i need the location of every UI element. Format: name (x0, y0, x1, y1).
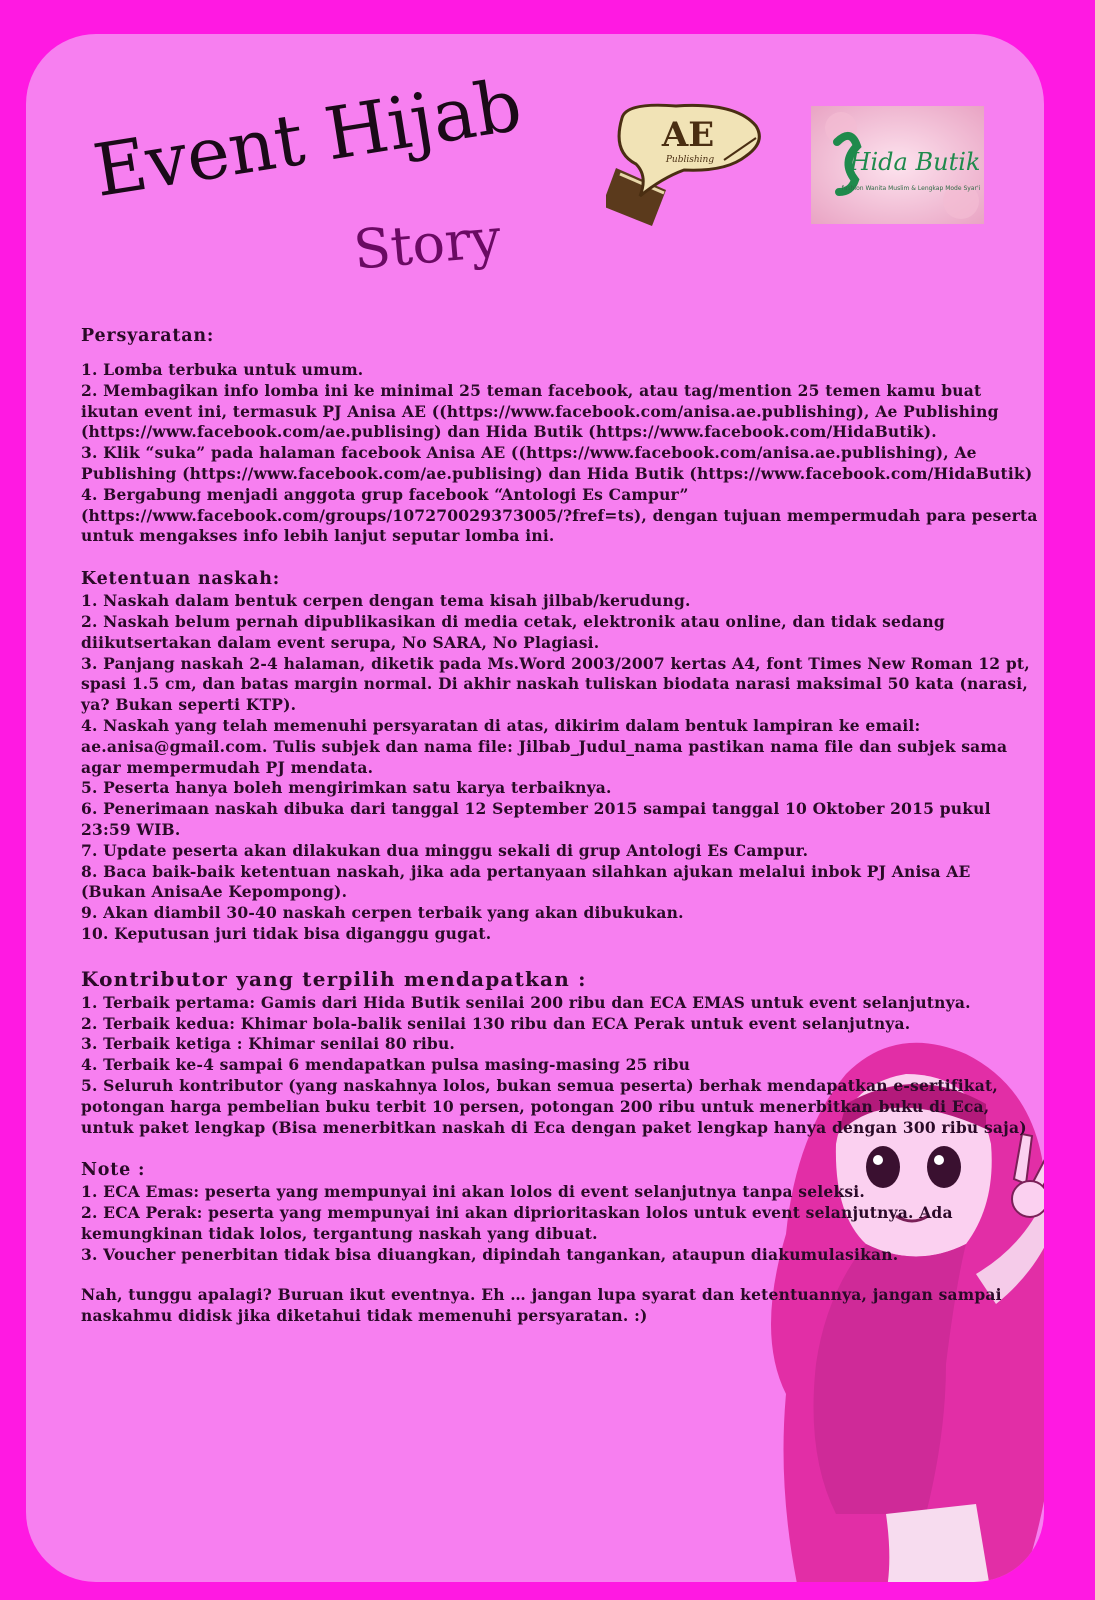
note-heading: Note : (81, 1160, 146, 1181)
prizes-heading: Kontributor yang terpilih mendapatkan : (81, 966, 587, 991)
list-item: 9. Akan diambil 30-40 naskah cerpen terbaik yang akan dibukukan. (81, 903, 684, 923)
manuscript-rules-heading: Ketentuan naskah: (81, 569, 281, 590)
list-item: 4. Naskah yang telah memenuhi persyaratan di atas, dikirim dalam bentuk lampiran ke email: ae.anisa@gmail.com. Tulis subjek dan nama file: Jilbab_Judul_nama pastikan nama file dan subjek sama agar mempermudah PJ mendata. (81, 715, 1008, 777)
event-subtitle: Story (351, 206, 504, 282)
list-item: 4. Bergabung menjadi anggota grup facebook “Antologi Es Campur” (https://www.facebook.com/groups/107270029373005/?fref=ts), dengan tujuan mempermudah para peserta untuk mengakses info lebih lanjut seputar lomba ini. (81, 484, 1038, 546)
list-item: 5. Seluruh kontributor (yang naskahnya lolos, bukan semua peserta) berhak mendapatkan e-sertifikat, potongan harga pembelian buku terbit 10 persen, potongan 200 ribu untuk menerbitkan buku di Eca, untuk paket lengkap (Bisa menerbitkan naskah di Eca dengan paket lengkap hanya dengan 300 ribu saja) (81, 1075, 1027, 1137)
requirements-section (81, 324, 1041, 547)
quill-scroll-logo (606, 98, 768, 226)
closing-text: Nah, tunggu apalagi? Buruan ikut eventnya. Eh … jangan lupa syarat dan ketentuannya, jangan sampai naskahmu didisk jika diketahui tidak memenuhi persyaratan. :) (81, 1285, 1002, 1326)
list-item: 3. Panjang naskah 2-4 halaman, diketik pada Ms.Word 2003/2007 kertas A4, font Times New Roman 12 pt, spasi 1.5 cm, dan batas margin normal. Di akhir naskah tuliskan biodata narasi maksimal 50 kata (narasi, ya? Bukan seperti KTP). (81, 653, 1030, 715)
hida-logo-tagline: fashion Wanita Muslim & Lengkap Mode Syar'i (841, 185, 981, 192)
list-item: 3. Voucher penerbitan tidak bisa diuangkan, dipindah tangankan, ataupun diakumulasikan. (81, 1244, 899, 1264)
announcement-body (81, 324, 1041, 1327)
list-item: 2. Terbaik kedua: Khimar bola-balik senilai 130 ribu dan ECA Perak untuk event selanjutnya. (81, 1013, 911, 1033)
note-section (81, 1158, 1041, 1265)
list-item: 6. Penerimaan naskah dibuka dari tanggal 12 September 2015 sampai tanggal 10 Oktober 2015 pukul 23:59 WIB. (81, 799, 991, 839)
manuscript-rules-section (81, 567, 1041, 945)
list-item: 1. Lomba terbuka untuk umum. (81, 360, 364, 379)
requirements-heading: Persyaratan: (81, 326, 215, 346)
prizes-section (81, 965, 1041, 1139)
list-item: 8. Baca baik-baik ketentuan naskah, jika ada pertanyaan silahkan ajukan melalui inbok PJ Anisa AE (Bukan AnisaAe Kepompong). (81, 861, 971, 902)
list-item: 10. Keputusan juri tidak bisa diganggu gugat. (81, 923, 492, 943)
list-item: 1. Naskah dalam bentuk cerpen dengan tema kisah jilbab/kerudung. (81, 591, 691, 611)
list-item: 2. Naskah belum pernah dipublikasikan di media cetak, elektronik atau online, dan tidak sedang diikutsertakan dalam event serupa, No SARA, No Plagiasi. (81, 611, 945, 652)
list-item: 2. ECA Perak: peserta yang mempunyai ini akan diprioritaskan lolos untuk event selanjutnya. Ada kemungkinan tidak lolos, tergantung naskah yang dibuat. (81, 1203, 953, 1243)
hida-logo-text: Hida Butik (849, 148, 981, 176)
hida-butik-logo (811, 106, 984, 224)
list-item: 3. Terbaik ketiga : Khimar senilai 80 ribu. (81, 1034, 456, 1054)
ae-logo-tagline: Publishing (665, 155, 715, 165)
event-title: Event Hijab (88, 62, 528, 213)
list-item: 5. Peserta hanya boleh mengirimkan satu karya terbaiknya. (81, 778, 612, 798)
list-item: 1. ECA Emas: peserta yang mempunyai ini akan lolos di event selanjutnya tanpa seleksi. (81, 1182, 865, 1202)
list-item: 2. Membagikan info lomba ini ke minimal 25 teman facebook, atau tag/mention 25 temen kamu buat ikutan event ini, termasuk PJ Anisa AE ((https://www.facebook.com/anisa.ae.publishing), Ae Publishing (https://www.facebook.com/ae.publising) dan Hida Butik (https://www.facebook.com/HidaButik). (81, 380, 999, 442)
list-item: 4. Terbaik ke-4 sampai 6 mendapatkan pulsa masing-masing 25 ribu (81, 1055, 691, 1075)
list-item: 7. Update peserta akan dilakukan dua minggu sekali di grup Antologi Es Campur. (81, 840, 809, 860)
poster-card (26, 34, 1044, 1582)
ae-logo-text: AE (661, 115, 715, 155)
list-item: 1. Terbaik pertama: Gamis dari Hida Butik senilai 200 ribu dan ECA EMAS untuk event selanjutnya. (81, 992, 971, 1012)
list-item: 3. Klik “suka” pada halaman facebook Anisa AE ((https://www.facebook.com/anisa.ae.publishing), Ae Publishing (https://www.facebook.com/ae.publising) dan Hida Butik (https://www.facebook.com/HidaButik) (81, 443, 1033, 483)
